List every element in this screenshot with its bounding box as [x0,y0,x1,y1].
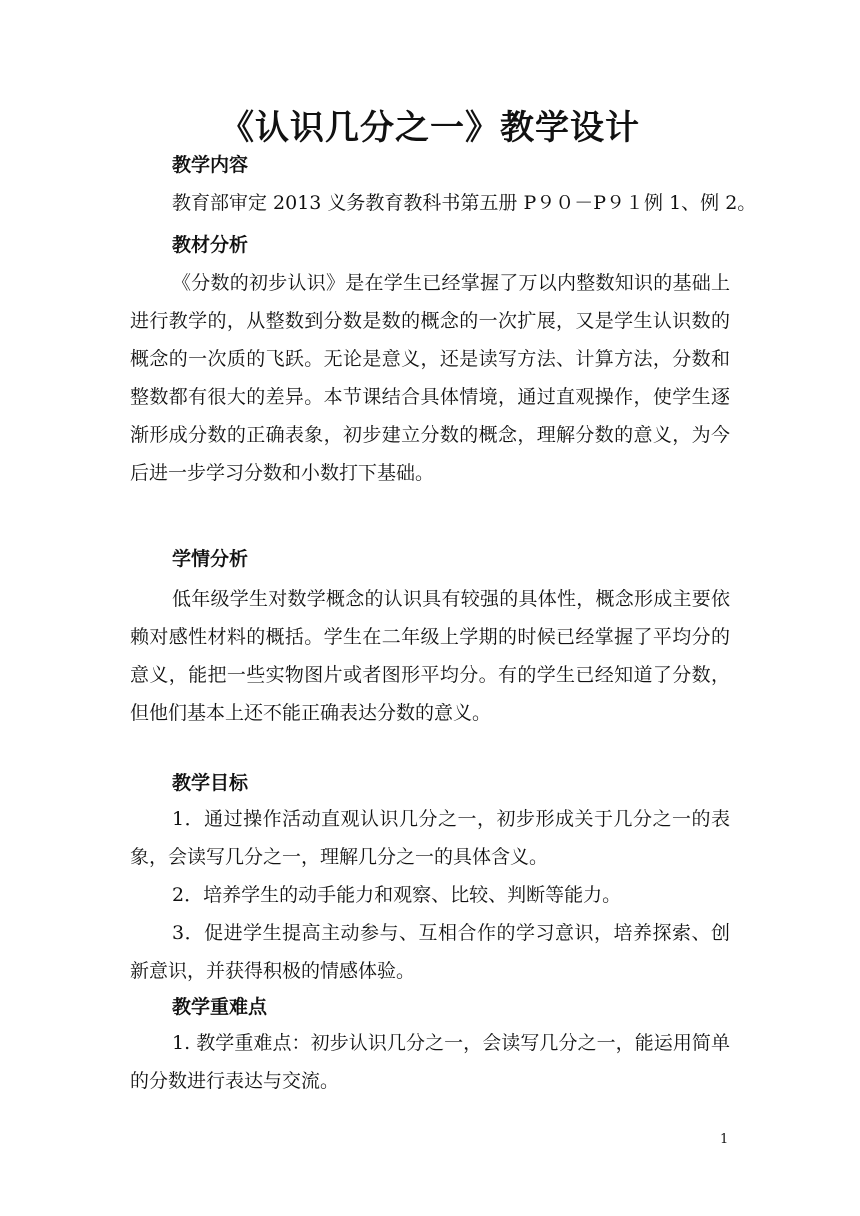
goal-item-2: 2．培养学生的动手能力和观察、比较、判断等能力。 [172,884,622,906]
goal-item-1: 1．通过操作活动直观认识几分之一，初步形成关于几分之一的表象，会读写几分之一，理解几分之一的具体含义。 [130,808,730,868]
goal-item-3: 3．促进学生提高主动参与、互相合作的学习意识，培养探索、创新意识，并获得积极的情感体验。 [130,922,730,982]
section-heading-keypoints: 教学重难点 [172,996,268,1018]
page-number: 1 [720,1132,729,1147]
section-heading-content: 教学内容 [172,154,249,176]
keypoint-item-1: 1. 教学重难点：初步认识几分之一，会读写几分之一，能运用简单的分数进行表达与交流。 [130,1032,730,1092]
section-heading-students: 学情分析 [172,548,249,570]
section-heading-material: 教材分析 [172,234,249,256]
section-text-content: 教育部审定 2013 义务教育教科书第五册 P９０－P９１例 1、例 2。 [172,192,757,214]
document-title: 《认识几分之一》教学设计 [220,108,640,148]
section-heading-goals: 教学目标 [172,772,249,794]
section-text-material: 《分数的初步认识》是在学生已经掌握了万以内整数知识的基础上进行教学的，从整数到分数是数的概念的一次扩展，又是学生认识数的概念的一次质的飞跃。无论是意义，还是读写方法、计算方法，分数和整数都有很大的差异。本节课结合具体情境，通过直观操作，使学生逐渐形成分数的正确表象，初步建立分数的概念，理解分数的意义，为今后进一步学习分数和小数打下基础。 [130,272,730,484]
section-text-students: 低年级学生对数学概念的认识具有较强的具体性，概念形成主要依赖对感性材料的概括。学生在二年级上学期的时候已经掌握了平均分的意义，能把一些实物图片或者图形平均分。有的学生已经知道了分数，但他们基本上还不能正确表达分数的意义。 [130,588,730,724]
